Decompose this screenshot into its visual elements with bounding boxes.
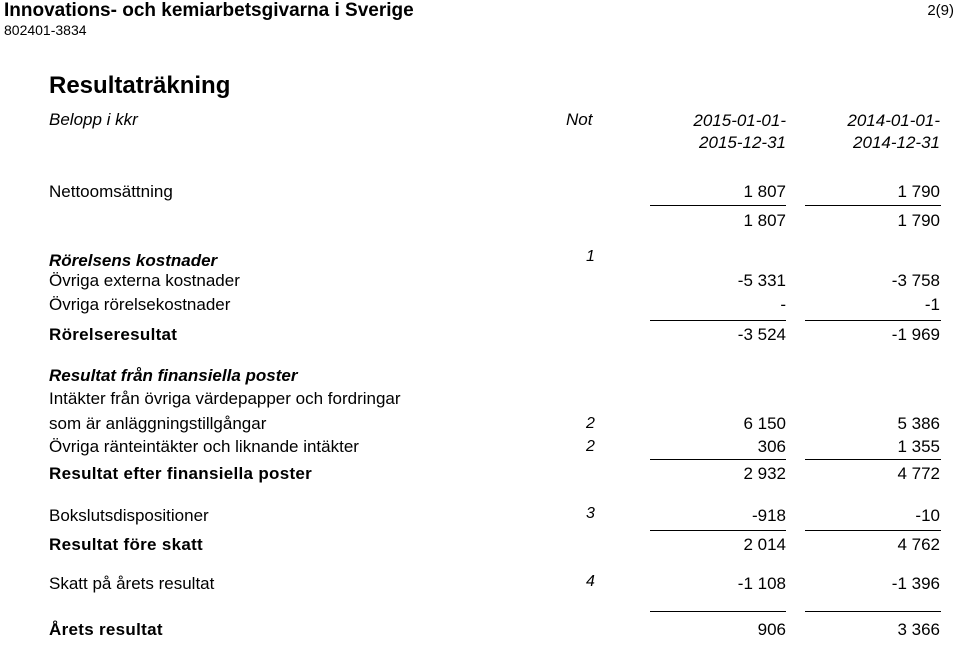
subtotal-rule-prior xyxy=(805,459,941,460)
subtotal-rule-current xyxy=(650,530,786,531)
note-ref: 1 xyxy=(586,248,595,265)
row-ovriga-rorelsekostnader xyxy=(49,294,940,316)
subtotal-rule-current xyxy=(650,205,786,206)
note-ref: 2 xyxy=(586,438,595,455)
row-label: Resultat efter finansiella poster xyxy=(49,464,313,483)
row-resultat-fore-skatt xyxy=(49,534,940,556)
value-prior: 4 772 xyxy=(897,464,940,483)
prior-period-end: 2014-12-31 xyxy=(853,133,940,152)
value-current: -3 524 xyxy=(737,325,786,344)
value-prior: -3 758 xyxy=(891,271,940,290)
row-rorelsens-kostnader xyxy=(49,250,940,272)
note-ref: 3 xyxy=(586,505,595,522)
value-current: 2 014 xyxy=(743,535,786,554)
subtotal-rule-current xyxy=(650,320,786,321)
row-anlaggningstillgangar xyxy=(49,413,940,435)
row-intakter-vardepapper xyxy=(49,388,940,410)
row-label: Övriga rörelsekostnader xyxy=(49,295,231,314)
total-rule-prior xyxy=(805,611,941,612)
row-skatt-pa-arets-resultat xyxy=(49,573,940,595)
value-current: - xyxy=(780,295,786,314)
value-prior: 5 386 xyxy=(897,414,940,433)
value-prior: -1 xyxy=(924,295,940,314)
row-label: Rörelseresultat xyxy=(49,325,178,344)
row-arets-resultat xyxy=(49,619,940,641)
row-label: Bokslutsdispositioner xyxy=(49,506,209,525)
value-current: 906 xyxy=(757,620,786,639)
row-ovriga-externa-kostnader xyxy=(49,270,940,292)
subtotal-rule-current xyxy=(650,459,786,460)
value-prior: 1 790 xyxy=(897,182,940,201)
value-current: 1 807 xyxy=(743,211,786,230)
subtotal-rule-prior xyxy=(805,530,941,531)
column-header-note: Not xyxy=(566,110,593,129)
column-header-prior-period xyxy=(847,110,940,154)
page-title: Resultaträkning xyxy=(49,72,231,99)
column-header-amount-unit: Belopp i kkr xyxy=(49,110,138,129)
value-prior: 1 790 xyxy=(897,211,940,230)
row-label: Övriga externa kostnader xyxy=(49,271,240,290)
row-label: Resultat före skatt xyxy=(49,535,204,554)
row-bokslutsdispositioner xyxy=(49,505,940,527)
row-nettoomsattning xyxy=(49,181,940,203)
note-ref: 4 xyxy=(586,573,595,590)
row-label: Skatt på årets resultat xyxy=(49,574,215,593)
column-header-current-period xyxy=(693,110,786,154)
value-prior: 4 762 xyxy=(897,535,940,554)
section-heading: Resultat från finansiella poster xyxy=(49,366,298,385)
row-resultat-fran-finansiella-poster xyxy=(49,365,940,387)
organization-number: 802401-3834 xyxy=(4,22,87,38)
subtotal-rule-prior xyxy=(805,320,941,321)
value-current: 6 150 xyxy=(743,414,786,433)
row-label: Intäkter från övriga värdepapper och fordringar xyxy=(49,389,401,408)
value-prior: 1 355 xyxy=(897,437,940,456)
row-resultat-efter-finansiella-poster xyxy=(49,463,940,485)
page-number: 2(9) xyxy=(927,2,954,19)
value-prior: -10 xyxy=(915,506,940,525)
prior-period-start: 2014-01-01- xyxy=(847,111,940,130)
value-prior: 3 366 xyxy=(897,620,940,639)
row-label: Nettoomsättning xyxy=(49,182,173,201)
total-rule-current xyxy=(650,611,786,612)
organization-name: Innovations- och kemiarbetsgivarna i Sverige xyxy=(4,0,414,21)
row-rorelseresultat xyxy=(49,324,940,346)
row-ranteintakter xyxy=(49,436,940,458)
value-current: 306 xyxy=(757,437,786,456)
value-current: -918 xyxy=(751,506,786,525)
subtotal-rule-prior xyxy=(805,205,941,206)
value-current: 1 807 xyxy=(743,182,786,201)
value-current: 2 932 xyxy=(743,464,786,483)
value-current: -5 331 xyxy=(737,271,786,290)
value-prior: -1 969 xyxy=(891,325,940,344)
current-period-end: 2015-12-31 xyxy=(699,133,786,152)
row-subtotal-revenue xyxy=(49,210,940,232)
row-label: Årets resultat xyxy=(49,620,163,639)
note-ref: 2 xyxy=(586,415,595,432)
row-label: som är anläggningstillgångar xyxy=(49,414,267,433)
row-label: Övriga ränteintäkter och liknande intäkter xyxy=(49,437,359,456)
current-period-start: 2015-01-01- xyxy=(693,111,786,130)
value-prior: -1 396 xyxy=(891,574,940,593)
section-heading: Rörelsens kostnader xyxy=(49,251,218,270)
value-current: -1 108 xyxy=(737,574,786,593)
